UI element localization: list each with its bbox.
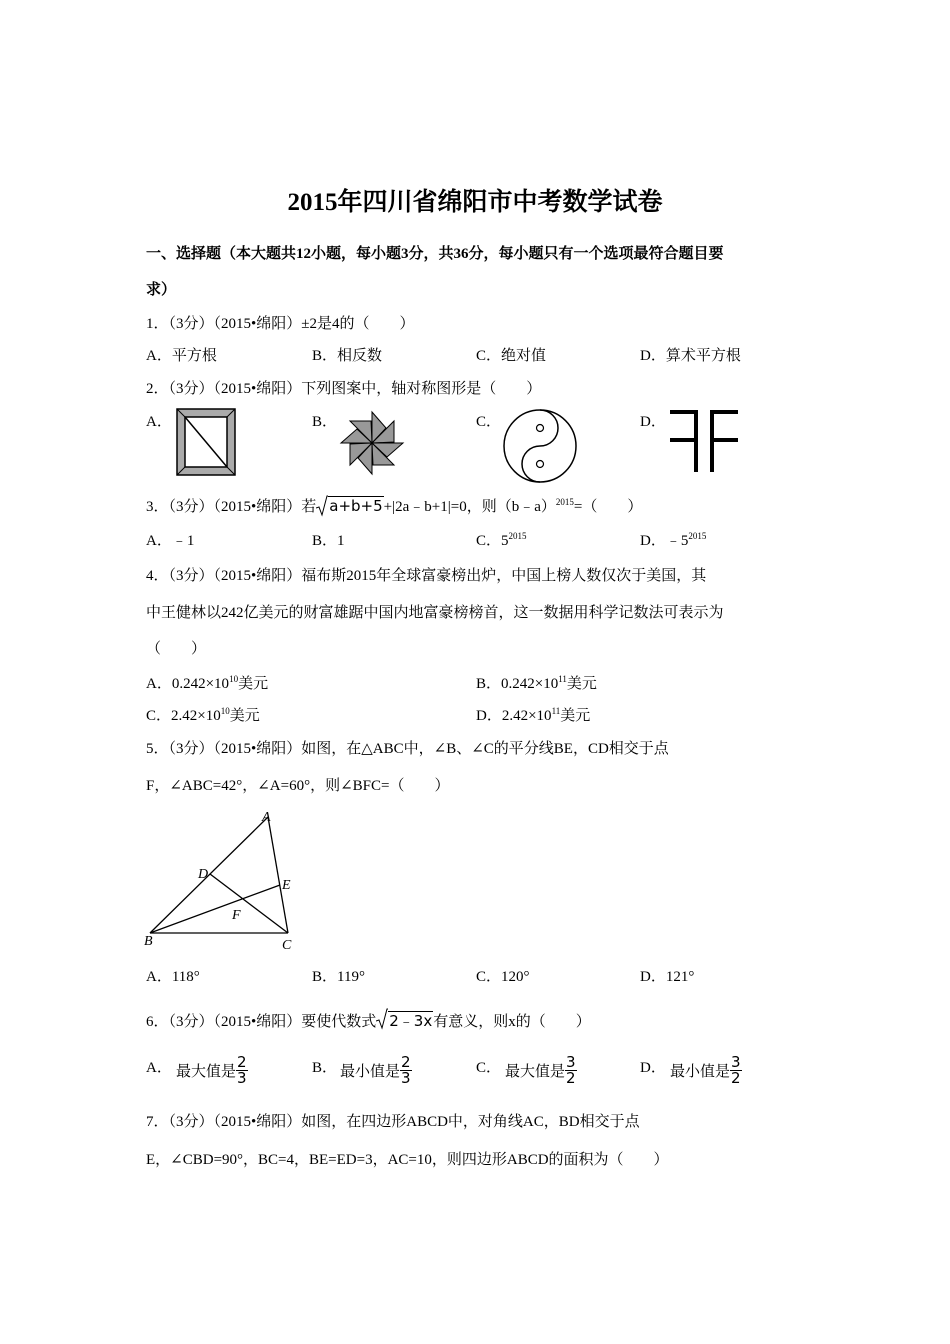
q3-stem <box>146 495 642 516</box>
q4-option-d-base: 2.42×10 <box>501 708 552 724</box>
q2-label-d: D． <box>640 414 666 430</box>
q4-option-a-base: 0.242×10 <box>171 676 230 692</box>
q6-option-b-fraction <box>400 1055 412 1086</box>
q6-option-a-fraction <box>236 1055 248 1086</box>
q6-option-b-num: 2 <box>401 1053 411 1071</box>
q4-option-d <box>476 704 590 725</box>
q6-option-b-label: B． <box>312 1060 338 1076</box>
q2-label-a: A． <box>146 414 172 430</box>
q6-option-d-text: 最小值是 <box>670 1064 731 1080</box>
q3-option-d-exp: 2015 <box>688 531 707 541</box>
q4-line1: 4．（3分）（2015•绵阳）福布斯2015年全球富豪榜出炉，中国上榜人数仅次于美国，其 <box>146 568 707 584</box>
q6-option-c-text: 最大值是 <box>505 1064 566 1080</box>
q3-radicand: a+b+5 <box>329 497 383 515</box>
q3-option-c-exp: 2015 <box>508 531 527 541</box>
q2-figure-c-yinyang <box>502 408 578 484</box>
q6-option-c-fraction <box>565 1055 577 1086</box>
q1-stem: 1．（3分）（2015•绵阳）±2是4的（ ） <box>146 316 415 332</box>
q4-option-b-unit: 美元 <box>566 676 597 692</box>
q6-option-a <box>176 1055 248 1086</box>
q4-option-c-label: C． <box>146 708 172 724</box>
q6-radicand: 2﹣3x <box>389 1012 433 1030</box>
q6-stem-pre: 6．（3分）（2015•绵阳）要使代数式 <box>146 1014 377 1030</box>
q5-label-d: D <box>198 867 209 882</box>
q1-option-b: B．相反数 <box>312 348 383 364</box>
q6-option-b-den: 3 <box>401 1069 411 1087</box>
q7-line2: E，∠CBD=90°，BC=4，BE=ED=3，AC=10，则四边形ABCD的面积为（ ） <box>146 1152 669 1168</box>
q4-option-a-exp: 10 <box>229 674 239 684</box>
q4-option-b <box>476 672 597 693</box>
q4-option-a <box>146 672 268 693</box>
q5-option-c: C．120° <box>476 969 530 985</box>
q5-label-e: E <box>282 878 291 893</box>
q3-option-a: A．﹣1 <box>146 533 195 549</box>
page-title: 2015年四川省绵阳市中考数学试卷 <box>287 189 663 216</box>
q4-option-b-label: B． <box>476 676 502 692</box>
q4-option-b-base: 0.242×10 <box>501 676 559 692</box>
q4-option-d-exp: 11 <box>551 706 561 716</box>
q4-option-a-unit: 美元 <box>238 676 269 692</box>
q3-stem-post: =（ ） <box>573 499 643 515</box>
q6-option-c-den: 2 <box>566 1069 576 1087</box>
q4-option-a-label: A． <box>146 676 172 692</box>
q6-option-c <box>505 1055 577 1086</box>
q6-sqrt <box>376 1010 433 1031</box>
q4-option-c-unit: 美元 <box>229 708 260 724</box>
q5-option-a: A．118° <box>146 969 200 985</box>
q6-option-d-fraction <box>730 1055 742 1086</box>
q4-option-d-label: D． <box>476 708 502 724</box>
q3-option-d <box>640 529 706 550</box>
q5-line2: F，∠ABC=42°，∠A=60°，则∠BFC=（ ） <box>146 778 450 794</box>
q6-option-a-text: 最大值是 <box>176 1064 237 1080</box>
q6-option-a-num: 2 <box>237 1053 247 1071</box>
q3-stem-mid: +|2a﹣b+1|=0，则（b﹣a） <box>383 499 556 515</box>
q4-option-c-base: 2.42×10 <box>171 708 221 724</box>
q6-option-d <box>670 1055 742 1086</box>
q1-option-c: C．绝对值 <box>476 348 547 364</box>
q2-stem: 2．（3分）（2015•绵阳）下列图案中，轴对称图形是（ ） <box>146 381 542 397</box>
q4-option-d-unit: 美元 <box>560 708 591 724</box>
section-heading-line1: 一、选择题（本大题共12小题，每小题3分，共36分，每小题只有一个选项最符合题目要 <box>146 246 724 262</box>
q6-option-d-label: D． <box>640 1060 666 1076</box>
q6-option-a-label: A． <box>146 1060 172 1076</box>
q3-option-c-base: C．5 <box>476 533 509 549</box>
q1-option-a: A．平方根 <box>146 348 217 364</box>
q3-option-b: B．1 <box>312 533 345 549</box>
q6-option-a-den: 3 <box>237 1069 247 1087</box>
q5-option-d: D．121° <box>640 969 695 985</box>
q5-label-f: F <box>232 908 241 923</box>
q6-option-d-den: 2 <box>731 1069 741 1087</box>
q6-option-b <box>340 1055 412 1086</box>
q3-option-d-base: D．﹣5 <box>640 533 689 549</box>
q3-stem-pre: 3．（3分）（2015•绵阳）若 <box>146 499 317 515</box>
q4-option-c <box>146 704 260 725</box>
q4-line2: 中王健林以242亿美元的财富雄踞中国内地富豪榜榜首，这一数据用科学记数法可表示为 <box>146 605 724 621</box>
q5-label-c: C <box>282 938 292 953</box>
q2-label-b: B． <box>312 414 338 430</box>
q4-line3: （ ） <box>146 641 207 657</box>
section-heading-line2: 求） <box>146 282 177 298</box>
q6-stem-post: 有意义，则x的（ ） <box>433 1014 591 1030</box>
q6-option-c-num: 3 <box>566 1053 576 1071</box>
q5-label-a: A <box>262 810 271 825</box>
q3-sqrt <box>316 497 383 516</box>
q6-option-b-text: 最小值是 <box>340 1064 401 1080</box>
q6-stem <box>146 1010 591 1031</box>
q4-option-c-exp: 10 <box>220 706 230 716</box>
q6-option-c-label: C． <box>476 1060 502 1076</box>
q2-figure-b-pinwheel <box>336 408 408 478</box>
q2-figure-a-square <box>176 408 238 478</box>
q5-triangle-figure <box>140 805 310 953</box>
q6-option-d-num: 3 <box>731 1053 741 1071</box>
q7-line1: 7．（3分）（2015•绵阳）如图，在四边形ABCD中，对角线AC，BD相交于点 <box>146 1114 640 1130</box>
q4-option-b-exp: 11 <box>558 674 567 684</box>
q1-option-d: D．算术平方根 <box>640 348 741 364</box>
q2-label-c: C． <box>476 414 502 430</box>
q3-option-c <box>476 529 527 550</box>
q3-exponent: 2015 <box>555 497 574 507</box>
q2-figure-d-symbol <box>668 408 740 474</box>
q5-line1: 5．（3分）（2015•绵阳）如图，在△ABC中，∠B、∠C的平分线BE，CD相交于点 <box>146 741 669 757</box>
q5-option-b: B．119° <box>312 969 365 985</box>
q5-label-b: B <box>144 934 153 949</box>
